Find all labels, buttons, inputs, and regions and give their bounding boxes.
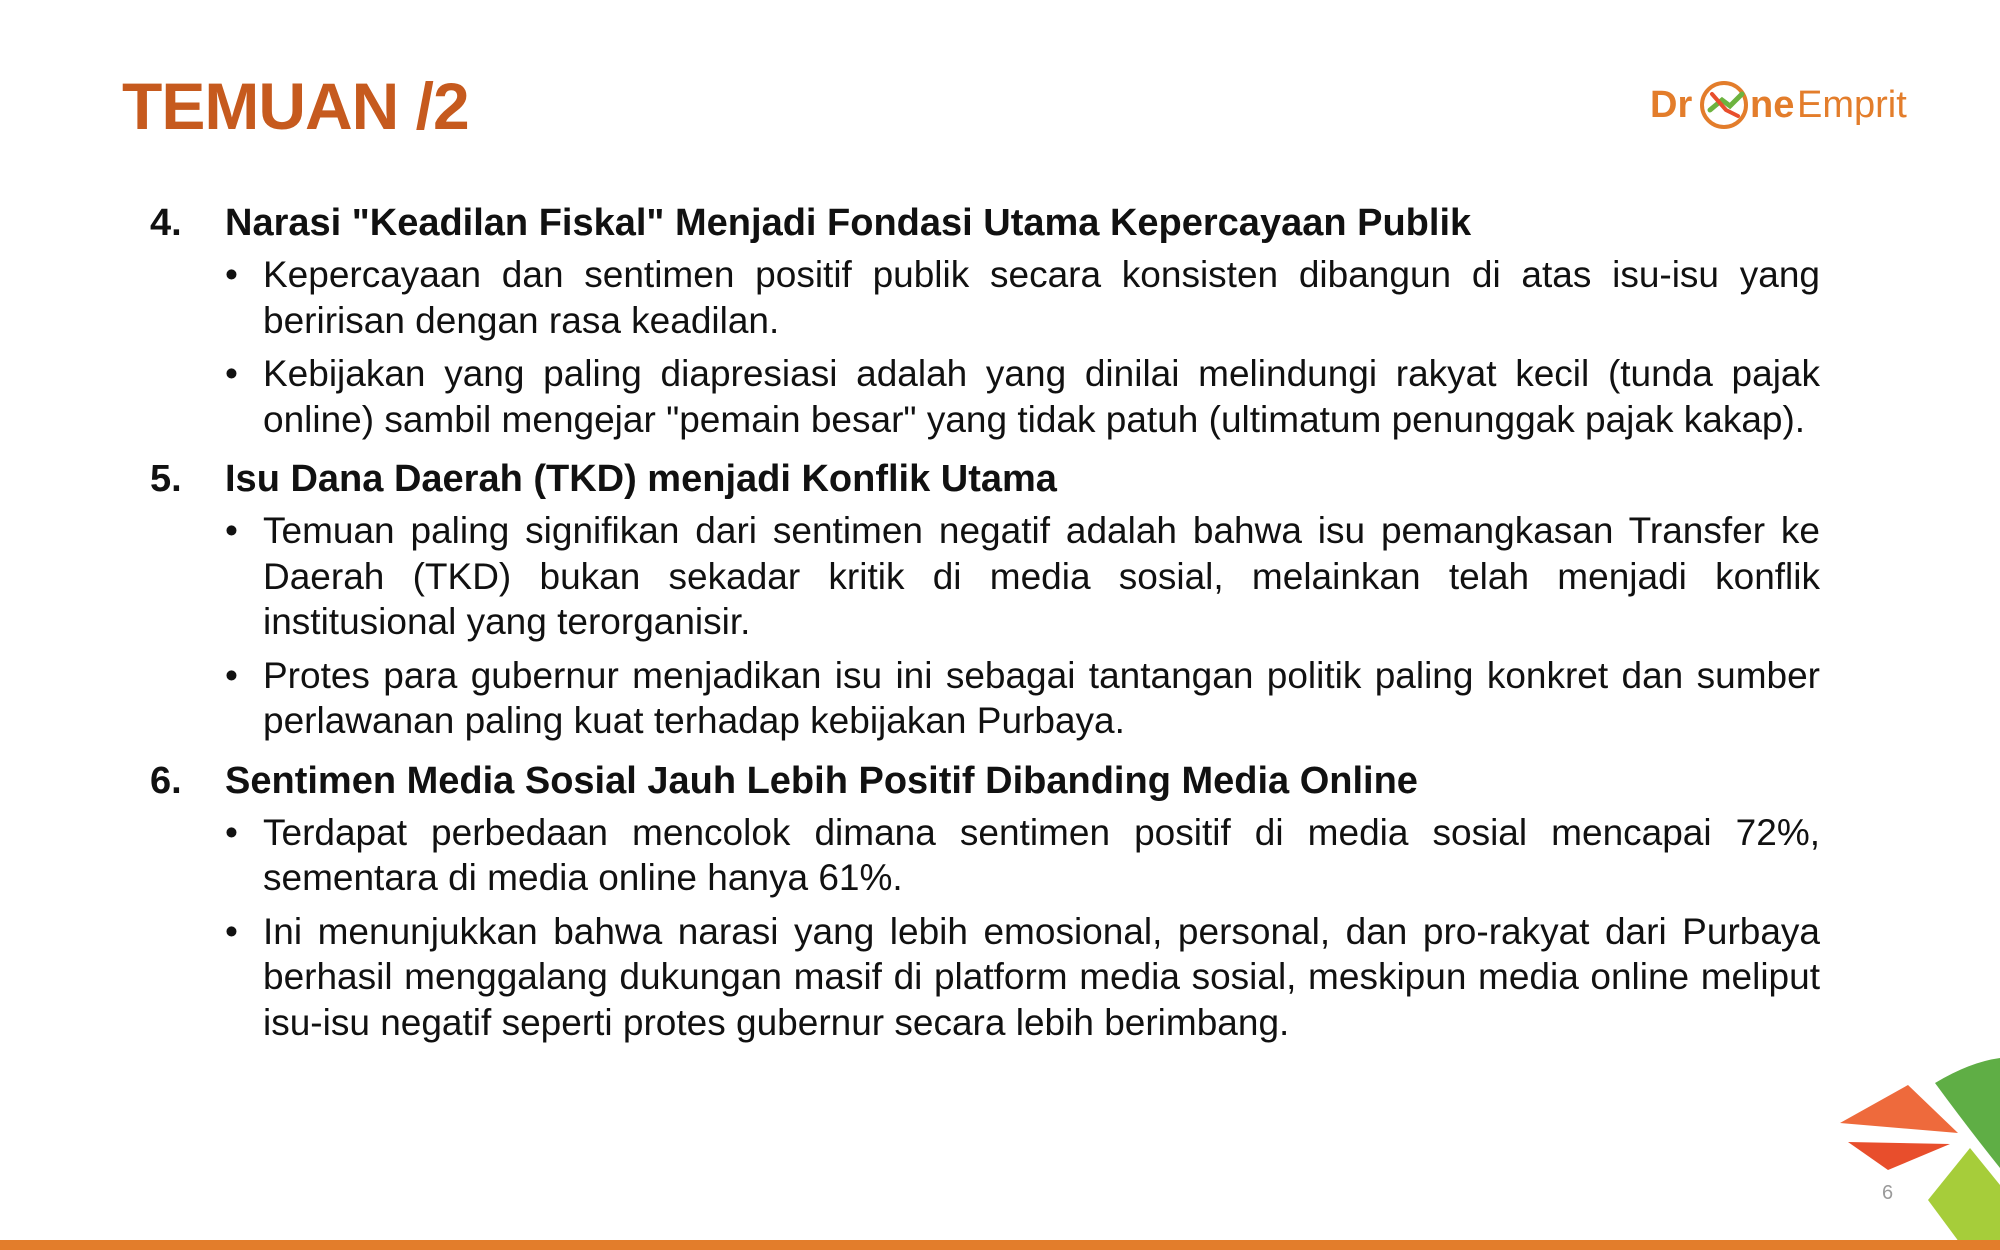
bullet-item: • Kebijakan yang paling diapresiasi adalah yang dinilai melindungi rakyat kecil (tunda pajak online) sambil mengejar "pemain besar" yang tidak patuh (ultimatum penunggak pajak kakap). xyxy=(225,351,1820,442)
slide-title: TEMUAN /2 xyxy=(122,69,469,143)
finding-heading xyxy=(150,200,1820,246)
drone-icon xyxy=(1702,83,1746,127)
bullet-item: • Terdapat perbedaan mencolok dimana sentimen positif di media sosial mencapai 72%, sementara di media online hanya 61%. xyxy=(225,810,1820,901)
logo-text-dr: Dr xyxy=(1650,84,1693,126)
corner-decoration xyxy=(1840,1050,2000,1250)
drone-emprit-logo xyxy=(1650,70,1915,140)
finding-title: Narasi "Keadilan Fiskal" Menjadi Fondasi Utama Kepercayaan Publik xyxy=(225,202,1472,244)
finding-number: 5. xyxy=(150,458,182,500)
bottom-accent-bar xyxy=(0,1240,2000,1250)
bullet-item: • Ini menunjukkan bahwa narasi yang lebih emosional, personal, dan pro-rakyat dari Purbaya berhasil menggalang dukungan masif di platform media sosial, meskipun media online meliput isu-isu negatif seperti protes gubernur secara lebih berimbang. xyxy=(225,909,1820,1046)
finding-heading xyxy=(150,758,1820,804)
finding-6 xyxy=(150,758,1820,1046)
finding-5 xyxy=(150,456,1820,744)
finding-bullets xyxy=(150,252,1820,442)
bullet-item: • Kepercayaan dan sentimen positif publik secara konsisten dibangun di atas isu-isu yang beririsan dengan rasa keadilan. xyxy=(225,252,1820,343)
logo-text-emprit: Emprit xyxy=(1797,84,1907,126)
bullet-item: • Temuan paling signifikan dari sentimen negatif adalah bahwa isu pemangkasan Transfer ke Daerah (TKD) bukan sekadar kritik di media sosial, melainkan telah menjadi konflik institusional yang terorganisir. xyxy=(225,508,1820,645)
page-number: 6 xyxy=(1882,1182,1894,1204)
bullet-item: • Protes para gubernur menjadikan isu ini sebagai tantangan politik paling konkret dan sumber perlawanan paling kuat terhadap kebijakan Purbaya. xyxy=(225,653,1820,744)
finding-title: Isu Dana Daerah (TKD) menjadi Konflik Utama xyxy=(225,458,1057,500)
finding-number: 6. xyxy=(150,759,182,802)
finding-bullets xyxy=(150,810,1820,1046)
finding-4 xyxy=(150,200,1820,442)
finding-heading xyxy=(150,456,1820,502)
finding-number: 4. xyxy=(150,202,182,244)
findings-list xyxy=(150,200,1820,1059)
logo-text-ne: ne xyxy=(1750,84,1795,126)
finding-bullets xyxy=(150,508,1820,744)
finding-title: Sentimen Media Sosial Jauh Lebih Positif Dibanding Media Online xyxy=(225,759,1418,802)
